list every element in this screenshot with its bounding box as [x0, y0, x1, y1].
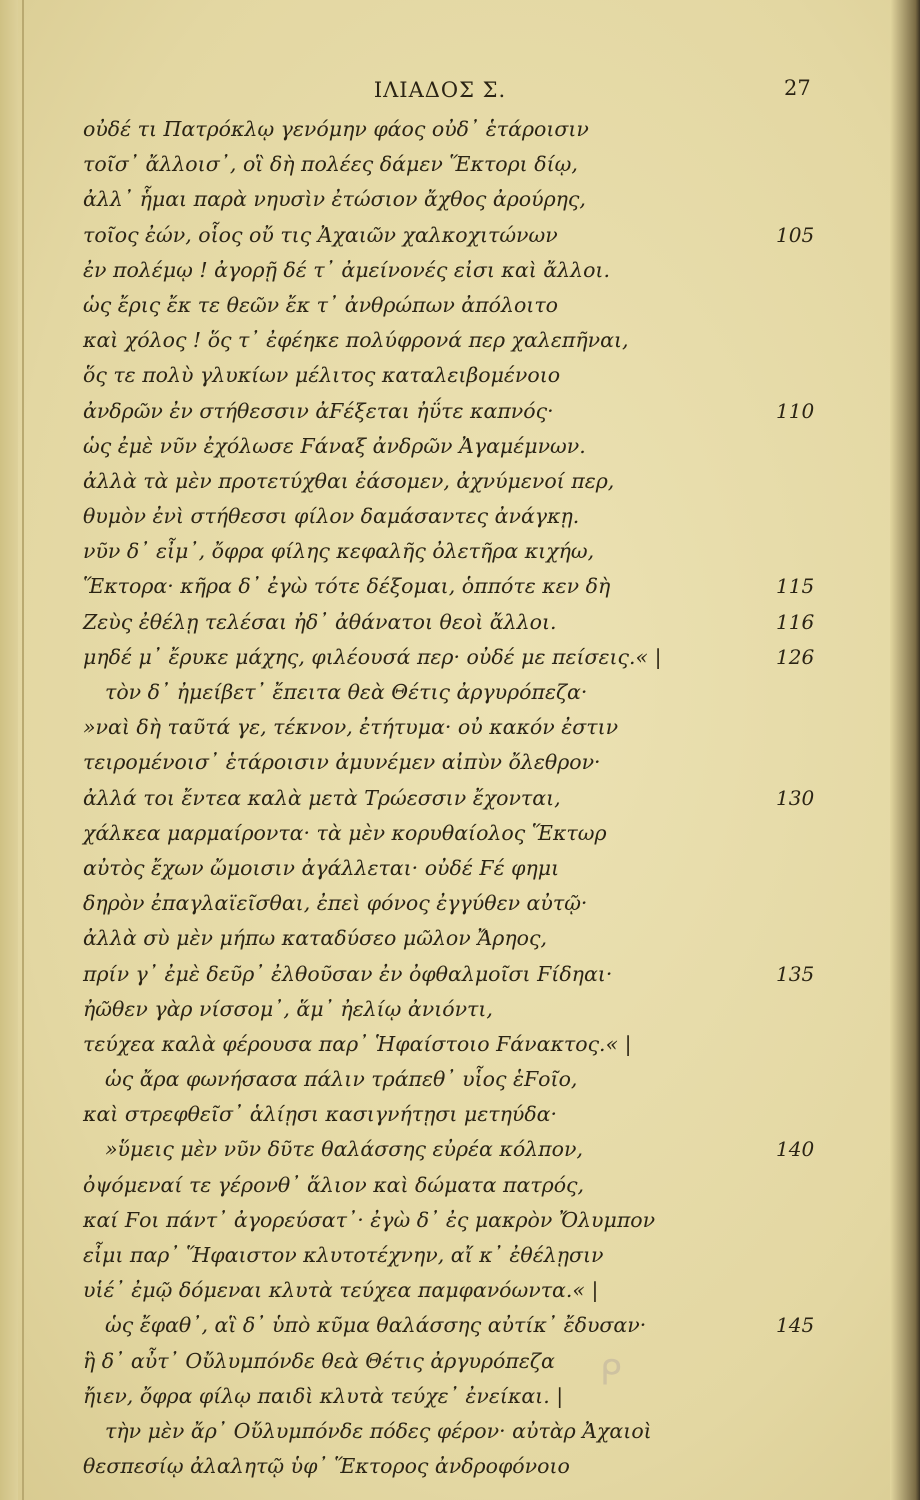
verse-line: [0, 851, 880, 886]
verse-text: καὶ χόλος ! ὅς τ᾽ ἐφέηκε πολύφρονά περ χαλεπῆναι,: [83, 328, 629, 353]
verse-text: δηρὸν ἐπαγλαϊεῖσθαι, ἐπεὶ φόνος ἐγγύθεν αὐτῷ·: [83, 891, 588, 916]
verse-line: [0, 464, 880, 499]
verse-line: [0, 1308, 880, 1343]
verse-line: [0, 253, 880, 288]
verse-line: [0, 781, 880, 816]
verse-line: [0, 218, 880, 253]
verse-line: [0, 147, 880, 182]
verse-line: [0, 1203, 880, 1238]
verse-line: [0, 182, 880, 217]
verse-text: ἤιεν, ὄφρα φίλῳ παιδὶ κλυτὰ τεύχε᾽ ἐνείκαι. |: [83, 1383, 564, 1408]
verse-text: ἣ δ᾽ αὖτ᾽ Οὔλυμπόνδε θεὰ Θέτις ἀργυρόπεζα: [83, 1348, 555, 1373]
verse-text: καὶ στρεφθεῖσ᾽ ἁλίῃσι κασιγνήτῃσι μετηύδα·: [83, 1102, 558, 1127]
verse-text: τεύχεα καλὰ φέρουσα παρ᾽ Ἡφαίστοιο Ϝάνακτος.« |: [83, 1031, 632, 1056]
verse-line: [0, 1414, 880, 1449]
verse-text: τοῖσ᾽ ἄλλοισ᾽, οἳ δὴ πολέες δάμεν Ἕκτορι δίῳ,: [83, 152, 578, 177]
verse-line: [0, 921, 880, 956]
line-number: 105: [776, 222, 815, 247]
verse-text: »ναὶ δὴ ταῦτά γε, τέκνον, ἐτήτυμα· οὐ κακόν ἐστιν: [83, 715, 619, 740]
verse-line: [0, 675, 880, 710]
line-number: 145: [776, 1313, 815, 1338]
verse-line: [0, 886, 880, 921]
line-number: 116: [776, 609, 815, 634]
verse-text: καί Ϝοι πάντ᾽ ἀγορεύσατ᾽· ἐγὼ δ᾽ ἐς μακρὸν Ὄλυμπον: [83, 1207, 656, 1232]
verse-text: τειρομένοισ᾽ ἑτάροισιν ἀμυνέμεν αἰπὺν ὄλεθρον·: [83, 750, 601, 775]
verse-line: [0, 745, 880, 780]
verse-line: [0, 1449, 880, 1484]
verse-text: θεσπεσίῳ ἀλαλητῷ ὑφ᾽ Ἕκτορος ἀνδροφόνοιο: [83, 1454, 570, 1479]
verse-line: [0, 358, 880, 393]
verse-text: ἀλλ᾽ ἧμαι παρὰ νηυσὶν ἐτώσιον ἄχθος ἀρούρης,: [83, 187, 586, 212]
verse-text: οὐδέ τι Πατρόκλῳ γενόμην φάος οὐδ᾽ ἑτάροισιν: [83, 117, 589, 141]
verse-text: ὡς ἐμὲ νῦν ἐχόλωσε Ϝάναξ ἀνδρῶν Ἀγαμέμνων.: [83, 433, 586, 458]
verse-text: εἶμι παρ᾽ Ἥφαιστον κλυτοτέχνην, αἴ κ᾽ ἐθέλῃσιν: [83, 1243, 604, 1267]
verse-line: [0, 1132, 880, 1167]
line-number: 110: [776, 398, 815, 423]
verse-line: [0, 394, 880, 429]
verse-line: [0, 499, 880, 534]
verse-text: νῦν δ᾽ εἶμ᾽, ὄφρα φίλης κεφαλῆς ὀλετῆρα κιχήω,: [83, 539, 595, 564]
verse-text: ὡς ἄρα φωνήσασα πάλιν τράπεθ᾽ υἷος ἑϜοῖο,: [105, 1067, 578, 1092]
verse-text: ἀλλὰ τὰ μὲν προτετύχθαι ἐάσομεν, ἀχνύμενοί περ,: [83, 468, 615, 493]
verse-text: ἀλλά τοι ἔντεα καλὰ μετὰ Τρώεσσιν ἔχονται,: [83, 785, 561, 810]
verse-line: [0, 429, 880, 464]
verse-line: [0, 816, 880, 851]
verse-line: [0, 1097, 880, 1132]
verse-line: [0, 710, 880, 745]
verse-text: ἐν πολέμῳ ! ἀγορῇ δέ τ᾽ ἀμείνονές εἰσι καὶ ἄλλοι.: [83, 257, 610, 282]
line-number: 140: [776, 1137, 815, 1162]
verse-line: [0, 1238, 880, 1273]
verse-text: ὡς ἔρις ἔκ τε θεῶν ἔκ τ᾽ ἀνθρώπων ἀπόλοιτο: [83, 292, 559, 317]
verse-line: [0, 957, 880, 992]
page-edge-shadow: [890, 0, 920, 1500]
verse-line: [0, 112, 880, 147]
verse-line: [0, 534, 880, 569]
verse-line: [0, 1344, 880, 1379]
verse-line: [0, 1062, 880, 1097]
verse-text: αὐτὸς ἔχων ὤμοισιν ἀγάλλεται· οὐδέ Ϝέ φημι: [83, 855, 560, 880]
verse-text: Ζεὺς ἐθέλῃ τελέσαι ἠδ᾽ ἀθάνατοι θεοὶ ἄλλοι.: [83, 609, 557, 634]
verse-text: ὀψόμεναί τε γέρονθ᾽ ἅλιον καὶ δώματα πατρός,: [83, 1172, 585, 1197]
verse-line: [0, 1168, 880, 1203]
line-number: 135: [776, 961, 815, 986]
verse-text: Ἕκτορα· κῆρα δ᾽ ἐγὼ τότε δέξομαι, ὁππότε κεν δὴ: [83, 574, 611, 599]
line-number: 130: [776, 785, 815, 810]
verse-line: [0, 1273, 880, 1308]
verse-text: ἀλλὰ σὺ μὲν μήπω καταδύσεο μῶλον Ἄρηος,: [83, 926, 547, 951]
verse-text: ὅς τε πολὺ γλυκίων μέλιτος καταλειβομένοιο: [83, 363, 561, 388]
verse-line: [0, 323, 880, 358]
verse-line: [0, 640, 880, 675]
verse-text: τοῖος ἐών, οἷος οὔ τις Ἀχαιῶν χαλκοχιτώνων: [83, 222, 558, 247]
page-number: 27: [784, 76, 811, 100]
verse-text: ὡς ἔφαθ᾽, αἳ δ᾽ ὑπὸ κῦμα θαλάσσης αὐτίκ᾽ ἔδυσαν·: [105, 1313, 647, 1338]
verse-line: [0, 1027, 880, 1062]
verse-text: »ὕμεις μὲν νῦν δῦτε θαλάσσης εὐρέα κόλπον,: [105, 1137, 583, 1162]
verse-text: πρίν γ᾽ ἐμὲ δεῦρ᾽ ἐλθοῦσαν ἐν ὀφθαλμοῖσι Ϝίδηαι·: [83, 961, 613, 986]
verse-line: [0, 992, 880, 1027]
verse-text: ἠῶθεν γὰρ νίσσομ᾽, ἅμ᾽ ἠελίῳ ἀνιόντι,: [83, 996, 493, 1021]
line-number: 126: [776, 644, 815, 669]
verse-line: [0, 288, 880, 323]
verse-text: θυμὸν ἐνὶ στήθεσσι φίλον δαμάσαντες ἀνάγκῃ.: [83, 504, 580, 529]
library-stamp-mark: ᑭ: [600, 1353, 622, 1393]
verse-text: τὸν δ᾽ ἠμείβετ᾽ ἔπειτα θεὰ Θέτις ἀργυρόπεζα·: [105, 680, 588, 704]
verse-line: [0, 569, 880, 604]
verse-text: χάλκεα μαρμαίροντα· τὰ μὲν κορυθαίολος Ἕκτωρ: [83, 820, 607, 845]
verse-line: [0, 605, 880, 640]
verse-block: [0, 112, 880, 1484]
verse-text: υἱέ᾽ ἐμῷ δόμεναι κλυτὰ τεύχεα παμφανόωντα.« |: [83, 1278, 599, 1303]
verse-text: μηδέ μ᾽ ἔρυκε μάχης, φιλέουσά περ· οὐδέ με πείσεις.« |: [83, 644, 662, 669]
verse-line: [0, 1379, 880, 1414]
line-number: 115: [776, 574, 815, 599]
running-title: ΙΛΙΑΔΟΣ Σ.: [373, 78, 507, 102]
verse-text: ἀνδρῶν ἐν στήθεσσιν ἀϜέξεται ἠΰτε καπνός·: [83, 398, 554, 423]
verse-text: τὴν μὲν ἄρ᾽ Οὔλυμπόνδε πόδες φέρον· αὐτὰρ Ἀχαιοὶ: [105, 1418, 652, 1443]
